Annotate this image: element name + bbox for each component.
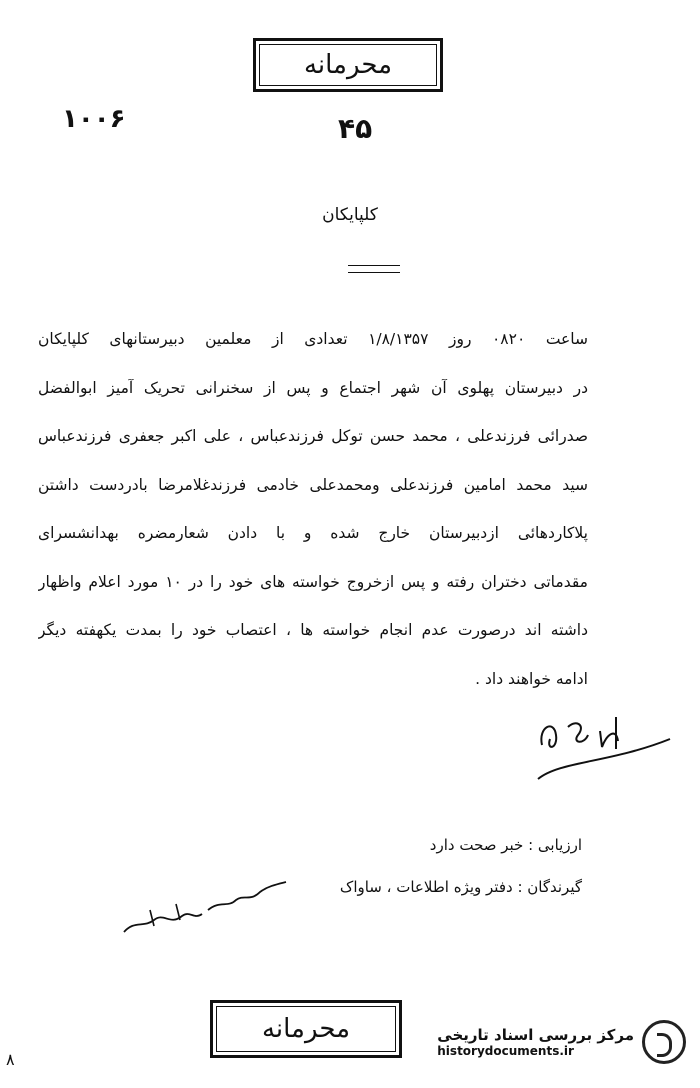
body-line: داشته اند درصورت عدم انجام خواسته ها ، اعتصاب خود را بمدت یکهفته دیگر [38, 621, 588, 639]
page-number: ۴۵ [338, 112, 373, 145]
watermark [437, 1020, 686, 1064]
body-line: در دبیرستان پهلوی آن شهر اجتماع و پس از سخنرانی تحریک آمیز ابوالفضل [38, 378, 588, 397]
evaluation-line: ارزیابی : خبر صحت دارد [429, 836, 582, 854]
body-line: سید محمد امامین فرزندعلی ومحمدعلی خادمی فرزندغلامرضا بادردست داشتن [38, 475, 588, 494]
body-line: ساعت ۰۸۲۰ روز ۱/۸/۱۳۵۷ تعدادی از معلمین دبیرستانهای کلپایکان [38, 330, 588, 348]
body-line: صدرائی فرزندعلی ، محمد حسن توکل فرزندعباس ، علی اکبر جعفری فرزندعباس [38, 427, 588, 445]
confidential-stamp-bottom-text: محرمانه [261, 1014, 351, 1044]
confidential-stamp-top [253, 38, 443, 92]
document-title: کلپایکان [322, 205, 378, 225]
handwritten-note [110, 880, 290, 950]
title-underline [348, 265, 400, 273]
recipients-line: گیرندگان : دفتر ویژه اطلاعات ، ساواک [339, 878, 582, 896]
document-number: ۱۰۰۶ [62, 104, 126, 134]
body-line: پلاکاردهائی ازدبیرستان خارج شده و با دادن شعارمضره بهدانشسرای [38, 524, 588, 542]
confidential-stamp-bottom [210, 1000, 402, 1058]
handwritten-signature [520, 705, 680, 795]
report-body [38, 330, 588, 718]
confidential-stamp-top-text: محرمانه [303, 50, 393, 80]
body-line: مقدماتی دختران رفته و پس ازخروج خواسته های خود را در ۱۰ مورد اعلام واظهار [38, 572, 588, 591]
margin-mark: ۸ [6, 1050, 15, 1069]
history-documents-logo-icon [642, 1020, 686, 1064]
watermark-title: مرکز بررسی اسناد تاریخی [437, 1026, 634, 1044]
body-line: ادامه خواهند داد . [475, 669, 588, 688]
watermark-url: historydocuments.ir [437, 1044, 574, 1058]
